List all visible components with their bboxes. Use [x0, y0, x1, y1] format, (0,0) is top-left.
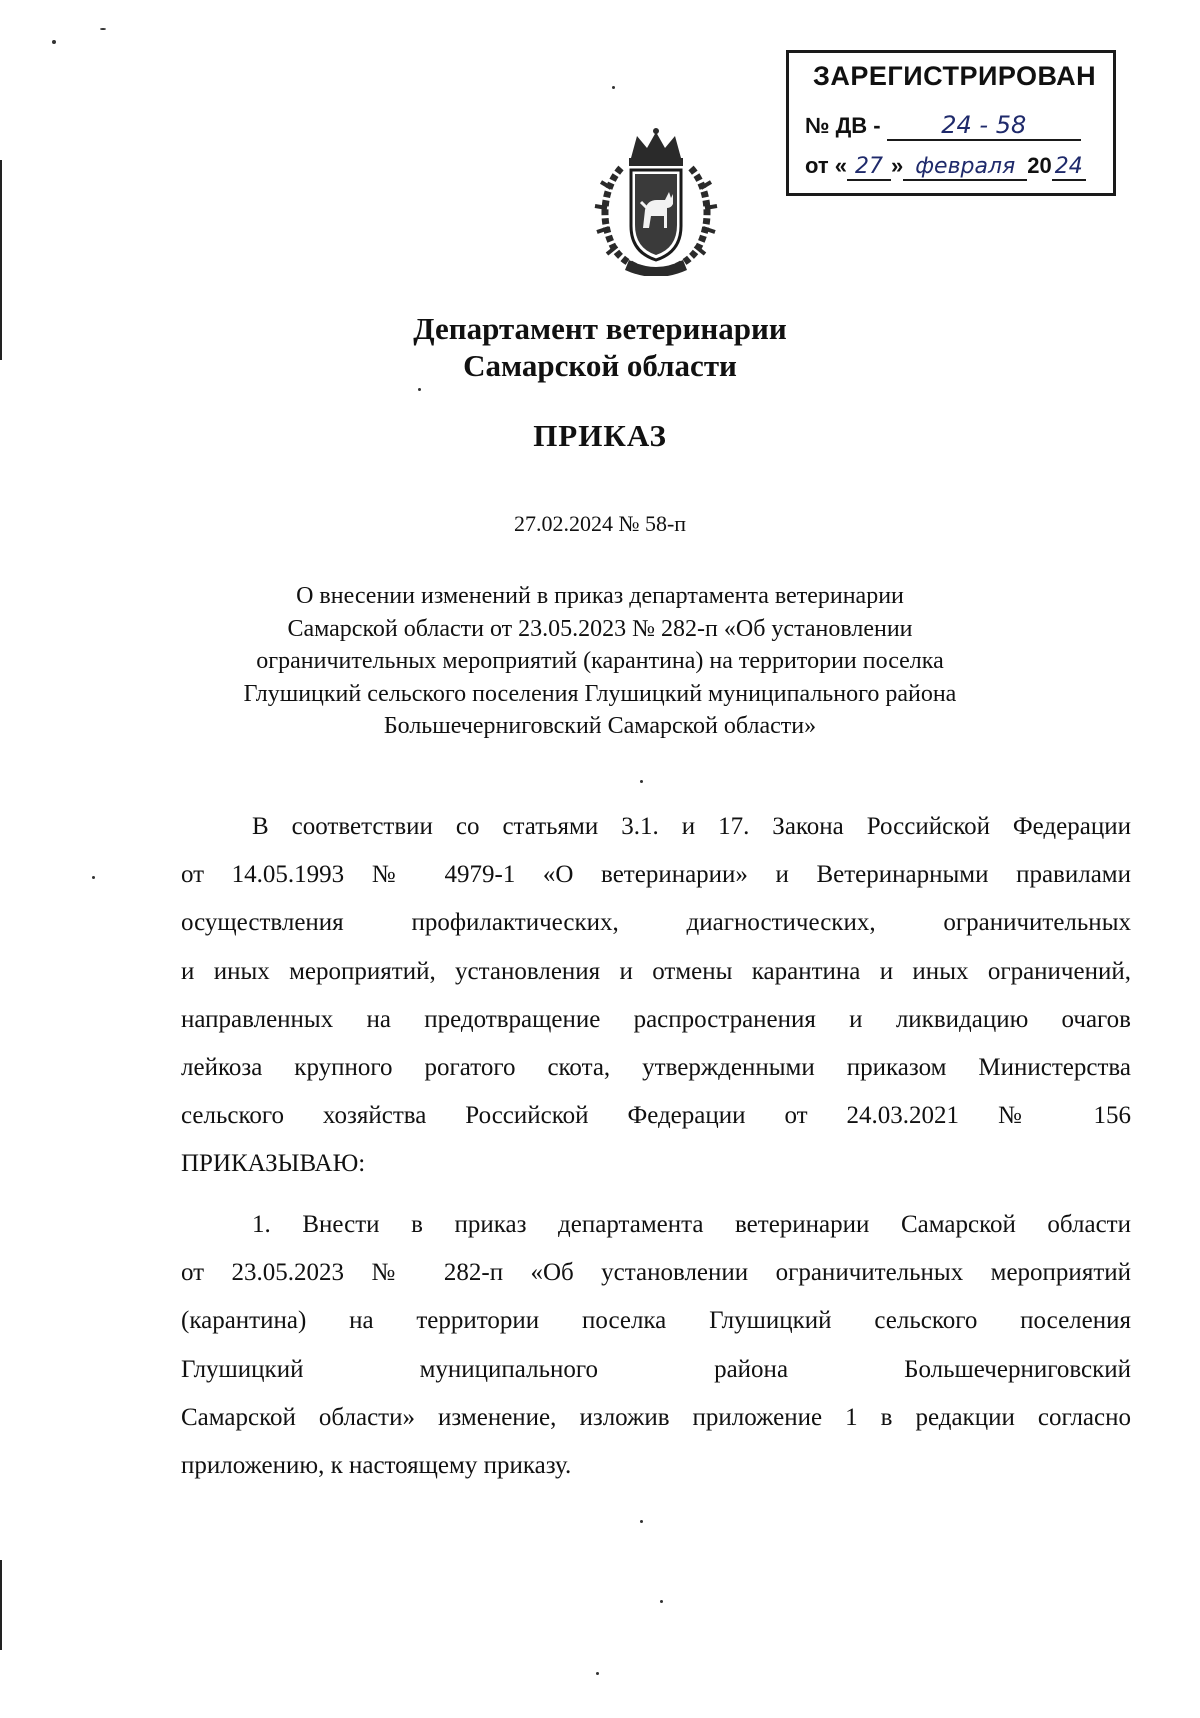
coat-of-arms-icon [585, 128, 727, 276]
department-line-2: Самарской области [463, 348, 737, 383]
stamp-title: ЗАРЕГИСТРИРОВАН [813, 61, 1097, 91]
preamble-line: лейкоза крупного рогатого скота, утвержденными приказом Министерства [181, 1054, 1131, 1082]
preamble-line: В соответствии со статьями 3.1. и 17. Закона Российской Федерации [252, 813, 1131, 840]
item-line: Глушицкий муниципального района Большечерниговский [181, 1355, 1131, 1383]
preamble-line: направленных на предотвращение распространения и ликвидацию очагов [181, 1005, 1131, 1033]
order-word: ПРИКАЗЫВАЮ: [181, 1150, 366, 1178]
item-line-last: приложению, к настоящему приказу. [181, 1452, 572, 1480]
preamble-line: осуществления профилактических, диагностических, ограничительных [181, 909, 1131, 937]
preamble-line: и иных мероприятий, установления и отмены карантина и иных ограничений, [181, 957, 1131, 985]
document-type: ПРИКАЗ [533, 418, 667, 453]
preamble-paragraph [181, 803, 1131, 1189]
scan-speck [596, 1672, 599, 1675]
preamble-line: сельского хозяйства Российской Федерации от 24.03.2021 № 156 [181, 1102, 1131, 1130]
scan-edge-mark [0, 1560, 2, 1650]
subject-line: О внесении изменений в приказ департамента ветеринарии [296, 583, 904, 609]
stamp-date-month: февраля [903, 154, 1027, 181]
subject-line: Большечерниговский Самарской области» [383, 713, 817, 739]
scan-speck [660, 1600, 663, 1603]
scan-speck [612, 86, 615, 89]
stamp-number-value: 24 - 58 [887, 111, 1081, 141]
item-line: от 23.05.2023 № 282-п «Об установлении ограничительных мероприятий [181, 1259, 1131, 1287]
department-name [0, 310, 1200, 384]
registration-stamp [786, 50, 1116, 196]
scan-speck [640, 780, 643, 783]
stamp-date-year-prefix: 20 [1027, 153, 1052, 178]
subject-line: Самарской области от 23.05.2023 № 282-п «Об установлении [287, 615, 913, 642]
scan-speck [92, 876, 95, 879]
department-line-1: Департамент ветеринарии [413, 311, 787, 346]
scan-speck [100, 28, 106, 30]
stamp-date-line [805, 153, 1086, 181]
subject-line: Глушицкий сельского поселения Глушицкий муниципального района [243, 680, 957, 707]
stamp-number-line [805, 111, 1081, 141]
item-line: Самарской области» изменение, изложив приложение 1 в редакции согласно [181, 1403, 1131, 1431]
stamp-date-prefix: от « [805, 153, 848, 178]
stamp-date-day: 27 [847, 154, 891, 181]
scan-edge-mark [0, 160, 2, 360]
item-line: 1. Внести в приказ департамента ветеринарии Самарской области [252, 1211, 1131, 1238]
stamp-number-label: № ДВ - [805, 113, 881, 138]
scan-speck [52, 40, 56, 44]
item-line: (карантина) на территории поселка Глушицкий сельского поселения [181, 1307, 1131, 1335]
order-date-number: 27.02.2024 № 58-п [513, 511, 687, 536]
order-subject [0, 580, 1200, 743]
order-item-1 [181, 1201, 1131, 1490]
subject-line: ограничительных мероприятий (карантина) на территории поселка [256, 648, 944, 674]
preamble-line: от 14.05.1993 № 4979-1 «О ветеринарии» и Ветеринарными правилами [181, 861, 1131, 889]
stamp-date-mid: » [891, 153, 904, 178]
stamp-date-year-suffix: 24 [1052, 154, 1086, 181]
scan-speck [640, 1520, 643, 1523]
scan-speck [418, 388, 421, 391]
